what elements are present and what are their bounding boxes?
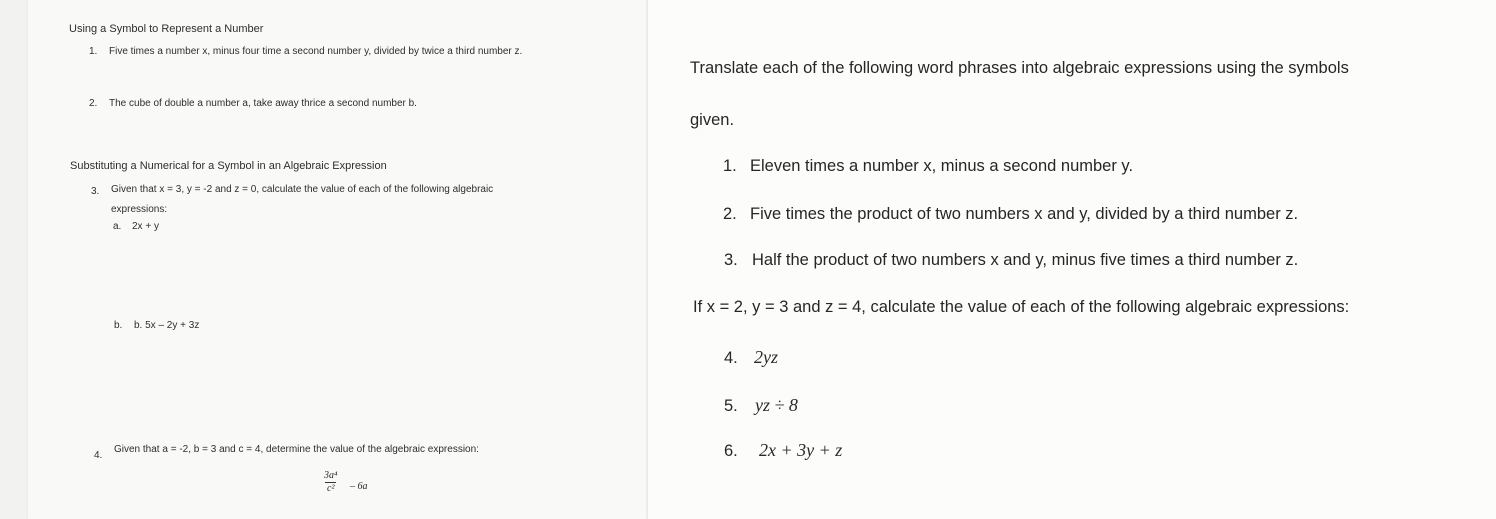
section-heading-symbols: Using a Symbol to Represent a Number <box>69 23 264 35</box>
algebraic-expression: 2x + 3y + z <box>759 440 843 460</box>
question-number: 3. <box>91 186 100 197</box>
fraction-numerator: 3a⁴ <box>324 470 338 481</box>
question-text: Five times the product of two numbers x and y, divided by a third number z. <box>750 205 1299 223</box>
question-text: The cube of double a number a, take away thrice a second number b. <box>109 98 417 109</box>
question-text: Eleven times a number x, minus a second number y. <box>750 157 1134 175</box>
algebraic-expression: yz ÷ 8 <box>755 395 798 415</box>
fraction-expression <box>324 470 337 495</box>
substitution-condition: If x = 2, y = 3 and z = 4, calculate the value of each of the following algebraic expressions: <box>693 298 1350 316</box>
question-text: Given that a = -2, b = 3 and c = 4, determine the value of the algebraic expression: <box>114 444 479 455</box>
question-number: 5. <box>724 397 738 415</box>
subpart-label: b. <box>114 320 123 331</box>
left-worksheet-page <box>28 0 646 519</box>
subpart-label: a. <box>113 221 122 232</box>
question-text: Given that x = 3, y = -2 and z = 0, calculate the value of each of the following algebraic <box>111 184 494 195</box>
algebraic-expression: 2yz <box>754 347 778 367</box>
instructions-line-2: given. <box>690 111 735 129</box>
question-number: 1. <box>89 46 98 57</box>
question-number: 3. <box>724 251 738 269</box>
question-number: 4. <box>94 450 103 461</box>
expression-tail: – 6a <box>350 481 368 492</box>
fraction-denominator: c² <box>327 483 335 494</box>
question-number: 4. <box>724 349 738 367</box>
section-heading-substitution: Substituting a Numerical for a Symbol in an Algebraic Expression <box>70 160 387 172</box>
right-worksheet-page <box>648 0 1496 519</box>
question-text: Half the product of two numbers x and y, minus five times a third number z. <box>752 251 1299 269</box>
question-text: Five times a number x, minus four time a second number y, divided by twice a third number z. <box>109 46 523 57</box>
question-number: 2. <box>723 205 737 223</box>
question-number: 6. <box>724 442 738 460</box>
instructions-line-1: Translate each of the following word phrases into algebraic expressions using the symbols <box>690 59 1349 77</box>
subpart-expression: 2x + y <box>132 221 159 232</box>
question-number: 2. <box>89 98 98 109</box>
subpart-expression: b. 5x – 2y + 3z <box>134 320 200 331</box>
question-number: 1. <box>723 157 737 175</box>
question-text-continued: expressions: <box>111 204 168 215</box>
